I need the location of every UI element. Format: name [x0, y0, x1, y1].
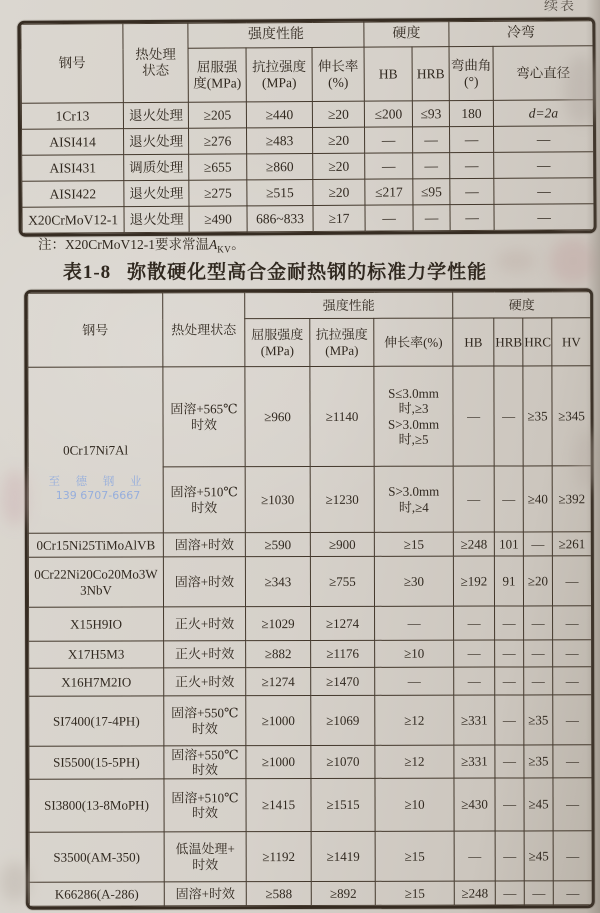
table-cell: 686~833 [247, 205, 313, 231]
table-cell: 退火处理 [124, 206, 189, 232]
table-cell: S≤3.0mm 时,≥3 S>3.0mm 时,≥5 [374, 366, 453, 466]
table-cell: 固溶+510℃ 时效 [164, 779, 246, 832]
note-symbol: A [209, 237, 218, 252]
table-cell: ≥345 [552, 366, 591, 466]
table-cell: — [365, 127, 413, 153]
col-heat-treatment: 热处理 状态 [123, 23, 188, 102]
table2-number: 表1-8 [62, 262, 112, 283]
table-cell: ≥20 [523, 556, 552, 606]
table2-title [0, 257, 600, 284]
table-cell: 0Cr15Ni25TiMoAlVB [28, 533, 163, 557]
table-cell: 101 [494, 532, 523, 556]
col-hv: HV [552, 318, 591, 366]
table-row [29, 778, 592, 832]
table-cell: ≤93 [412, 101, 449, 127]
table-cell: — [553, 778, 592, 831]
table-cell: — [495, 778, 524, 831]
table-cell: ≥1415 [246, 778, 311, 831]
table-cell: X17H5M3 [29, 641, 164, 668]
table-cell: ≥17 [313, 205, 365, 231]
table-cell: d=2a [493, 100, 593, 127]
table-cell: ≥331 [454, 745, 495, 778]
table-cell: — [450, 152, 494, 178]
table-cell: 180 [449, 100, 493, 126]
table-cell: AISI431 [22, 155, 124, 182]
table-cell: — [375, 667, 454, 695]
table-cell: ≥205 [188, 102, 246, 128]
col-heat-treatment: 热处理状态 [163, 293, 245, 367]
table-cell: ≥440 [246, 101, 312, 127]
table-cell: — [495, 745, 524, 778]
table-cell: — [450, 178, 494, 204]
col-tensile-strength: 抗拉强度 (MPa) [246, 47, 312, 101]
table-cell: ≥40 [523, 466, 552, 532]
table-cell: — [524, 606, 553, 640]
table-cell: ≥261 [552, 532, 591, 556]
note-text: 注：X20CrMoV12-1要求常温 [38, 237, 209, 252]
page-edge-shadow [586, 0, 600, 913]
col-bend-angle: 弯曲角 (°) [449, 46, 493, 100]
table-cell: — [553, 831, 592, 881]
col-tensile-strength: 抗拉强度 (MPa) [310, 318, 374, 366]
table-cell: ≥45 [524, 778, 553, 831]
table-cell: X20CrMoV12-1 [22, 207, 124, 234]
table2-caption: 弥散硬化型高合金耐热钢的标准力学性能 [127, 262, 488, 283]
table-cell: — [523, 532, 552, 556]
table-cell: ≥331 [454, 695, 495, 745]
table-cell: ≥1069 [311, 695, 375, 745]
col-hb: HB [453, 318, 494, 366]
table-cell: — [495, 695, 524, 745]
table-cell: SI7400(17-4PH) [29, 696, 164, 746]
col-hb: HB [364, 47, 412, 101]
table-cell: — [454, 667, 495, 695]
table-cell: ≥1274 [311, 606, 375, 640]
table-cell: 固溶+时效 [163, 533, 245, 557]
table2-body [28, 366, 592, 906]
group-hardness: 硬度 [364, 22, 449, 48]
table-cell: 固溶+565℃ 时效 [163, 367, 245, 467]
table-cell: ≥1140 [310, 366, 374, 466]
table-cell: — [413, 127, 450, 153]
table-cell: ≥12 [375, 695, 454, 745]
table-cell: — [375, 606, 454, 640]
table-cell: AISI414 [22, 129, 124, 156]
table-cell: ≥1419 [311, 831, 375, 881]
table-cell: 正火+时效 [164, 641, 246, 668]
table1-header [21, 21, 594, 103]
table-cell: X15H9IO [29, 607, 164, 641]
table-continued [17, 17, 596, 237]
table-row [29, 695, 592, 746]
col-yield-strength: 屈服强度 (MPa) [245, 318, 310, 366]
table-cell: ≥755 [310, 556, 374, 606]
table-cell: ≥10 [375, 640, 454, 667]
table-cell: 1Cr13 [21, 103, 123, 130]
col-yield-strength: 屈服强 度(MPa) [188, 48, 246, 102]
table-cell: ≥590 [245, 532, 310, 556]
col-hrb: HRB [494, 318, 523, 366]
table-cell: ≥1230 [310, 466, 374, 532]
table-cell: 固溶+550℃ 时效 [164, 746, 246, 779]
col-elongation: 伸长率(%) [374, 318, 453, 366]
table-cell: ≥20 [313, 179, 365, 205]
col-elongation: 伸长率 (%) [312, 47, 364, 101]
table-row [29, 640, 592, 668]
table1-note [38, 233, 245, 255]
table-cell: S>3.0mm 时,≥4 [374, 466, 453, 532]
table-cell: — [454, 606, 495, 640]
col-steel-grade: 钢号 [21, 24, 123, 104]
table-cell: — [524, 640, 553, 667]
table-cell: ≥1000 [246, 745, 311, 778]
steel-properties-table-continued [20, 20, 594, 233]
table-cell: ≥15 [374, 532, 453, 556]
table-cell: — [553, 640, 592, 667]
table-cell: 调质处理 [124, 154, 189, 180]
note-subscript: KV [217, 244, 232, 255]
table-cell: 固溶+510℃ 时效 [163, 467, 245, 533]
continued-table-label: 续表 [544, 0, 576, 14]
table-cell: — [524, 667, 553, 695]
group-hardness: 硬度 [453, 292, 591, 318]
table-cell: ≥1070 [311, 745, 375, 778]
table-cell: 低温处理+ 时效 [164, 832, 246, 882]
table1-header-group-row [21, 21, 593, 49]
table-cell: — [495, 881, 524, 905]
col-steel-grade: 钢号 [28, 293, 163, 367]
table-cell: ≥892 [311, 881, 375, 905]
table-row [29, 606, 592, 641]
table-cell: ≥15 [375, 831, 454, 881]
table-cell: — [494, 466, 523, 532]
table-cell: ≥430 [454, 778, 495, 831]
table-cell: ≤95 [413, 179, 450, 205]
table-cell: 退火处理 [124, 128, 189, 154]
table-cell: ≥882 [246, 640, 311, 667]
table-cell: 退火处理 [124, 180, 189, 206]
table-cell: — [553, 667, 592, 695]
table-cell: — [553, 695, 592, 745]
table-cell: — [450, 126, 494, 152]
table-cell: X16H7M2IO [29, 668, 164, 696]
table-cell: — [454, 640, 495, 667]
table-cell: 固溶+550℃ 时效 [164, 696, 246, 746]
table-cell: ≥960 [245, 366, 310, 466]
col-bend-diameter: 弯心直径 [493, 46, 593, 101]
group-cold-bend: 冷弯 [449, 21, 593, 47]
table-cell: — [494, 178, 594, 205]
table-cell: ≥45 [524, 831, 553, 881]
table-cell: ≥515 [247, 179, 313, 205]
table-cell: — [453, 466, 494, 532]
table-row [29, 745, 592, 779]
table-row [22, 204, 594, 233]
table-cell: ≥1192 [246, 831, 311, 881]
table-cell: — [453, 366, 494, 466]
table-cell: ≥1000 [246, 695, 311, 745]
table-cell: — [553, 881, 592, 905]
table-cell: 正火+时效 [164, 668, 246, 696]
table-cell: ≥20 [313, 127, 365, 153]
table-row [29, 667, 592, 696]
table-cell: 固溶+时效 [164, 882, 246, 906]
table-cell: ≥192 [453, 556, 494, 606]
table-cell: — [552, 556, 591, 606]
table-row [22, 126, 594, 155]
table-cell: 91 [494, 556, 523, 606]
table-cell: — [553, 745, 592, 778]
watermark-phone: 139 6707-6667 [55, 488, 141, 502]
table-cell: — [494, 126, 594, 153]
table-cell: ≥1274 [246, 667, 311, 695]
table-cell: ≥20 [312, 101, 364, 127]
table-cell: ≥860 [247, 153, 313, 179]
table-cell: ≥588 [246, 881, 311, 905]
table-cell: — [450, 204, 494, 230]
table-cell: ≥490 [189, 206, 247, 232]
table-cell: ≥275 [189, 180, 247, 206]
dispersion-hardened-steel-table [27, 291, 593, 906]
table-cell: ≥900 [310, 532, 374, 556]
table-cell: — [413, 205, 450, 231]
table-cell: — [495, 831, 524, 881]
table-cell: ≤200 [364, 101, 412, 127]
table-cell: 固溶+时效 [163, 557, 245, 607]
table-cell: ≥1176 [311, 640, 375, 667]
table-cell: AISI422 [22, 181, 124, 208]
table-cell: — [495, 606, 524, 640]
table-row [28, 532, 591, 557]
table-cell: ≥1029 [246, 606, 311, 640]
table-cell: ≥10 [375, 778, 454, 831]
table-cell: — [365, 205, 413, 231]
table-cell: — [553, 606, 592, 640]
col-hrc: HRC [523, 318, 552, 366]
table-row [29, 881, 592, 906]
table-cell: — [365, 153, 413, 179]
table-cell: ≤217 [365, 179, 413, 205]
table-cell: ≥15 [375, 881, 454, 905]
table-cell: SI3800(13-8MoPH) [29, 779, 164, 832]
table-cell: ≥30 [374, 556, 453, 606]
table-1-8 [24, 288, 595, 909]
table-cell: ≥1030 [245, 466, 310, 532]
table2-header-group-row [28, 292, 591, 319]
table-cell: ≥35 [523, 366, 552, 466]
table-cell: — [494, 204, 594, 231]
table-row [22, 152, 594, 181]
table-cell: S3500(AM-350) [29, 832, 164, 882]
table-row [21, 100, 593, 129]
table-cell: — [495, 667, 524, 695]
table-cell: SI5500(15-5PH) [29, 746, 164, 779]
table-row [22, 178, 594, 207]
table-cell: ≥35 [524, 695, 553, 745]
table-cell: — [495, 640, 524, 667]
table-cell: ≥248 [454, 881, 495, 905]
table1-body [21, 100, 594, 233]
table-cell: ≥20 [313, 153, 365, 179]
table-cell: ≥483 [247, 127, 313, 153]
table-row [29, 831, 592, 882]
table-cell: — [494, 366, 523, 466]
table-cell: ≥35 [524, 745, 553, 778]
table-cell: — [494, 152, 594, 179]
note-period: 。 [231, 237, 245, 252]
group-strength-properties: 强度性能 [188, 22, 364, 48]
table-cell: ≥392 [552, 466, 591, 532]
table-cell: 0Cr22Ni20Co20Mo3W 3NbV [28, 557, 163, 607]
col-hrb: HRB [412, 47, 449, 101]
table-cell: ≥1470 [311, 667, 375, 695]
table-cell: — [524, 881, 553, 905]
table-cell: ≥655 [189, 154, 247, 180]
table-row [28, 556, 591, 607]
table-cell: — [413, 153, 450, 179]
table-cell: — [454, 831, 495, 881]
table-cell: K66286(A-286) [29, 882, 164, 906]
table-cell: ≥248 [453, 532, 494, 556]
table-cell: 退火处理 [123, 102, 188, 128]
table-cell: 正火+时效 [164, 607, 246, 641]
group-strength-properties: 强度性能 [245, 292, 453, 319]
table-cell: ≥12 [375, 745, 454, 778]
table-cell: ≥276 [189, 128, 247, 154]
watermark-name: 至 德 钢 业 [48, 474, 148, 488]
table2-header [28, 292, 591, 367]
table-row [28, 366, 591, 467]
table-cell: 0Cr17Ni7Al [28, 367, 163, 533]
table-cell: ≥343 [245, 556, 310, 606]
table-cell: ≥1515 [311, 778, 375, 831]
